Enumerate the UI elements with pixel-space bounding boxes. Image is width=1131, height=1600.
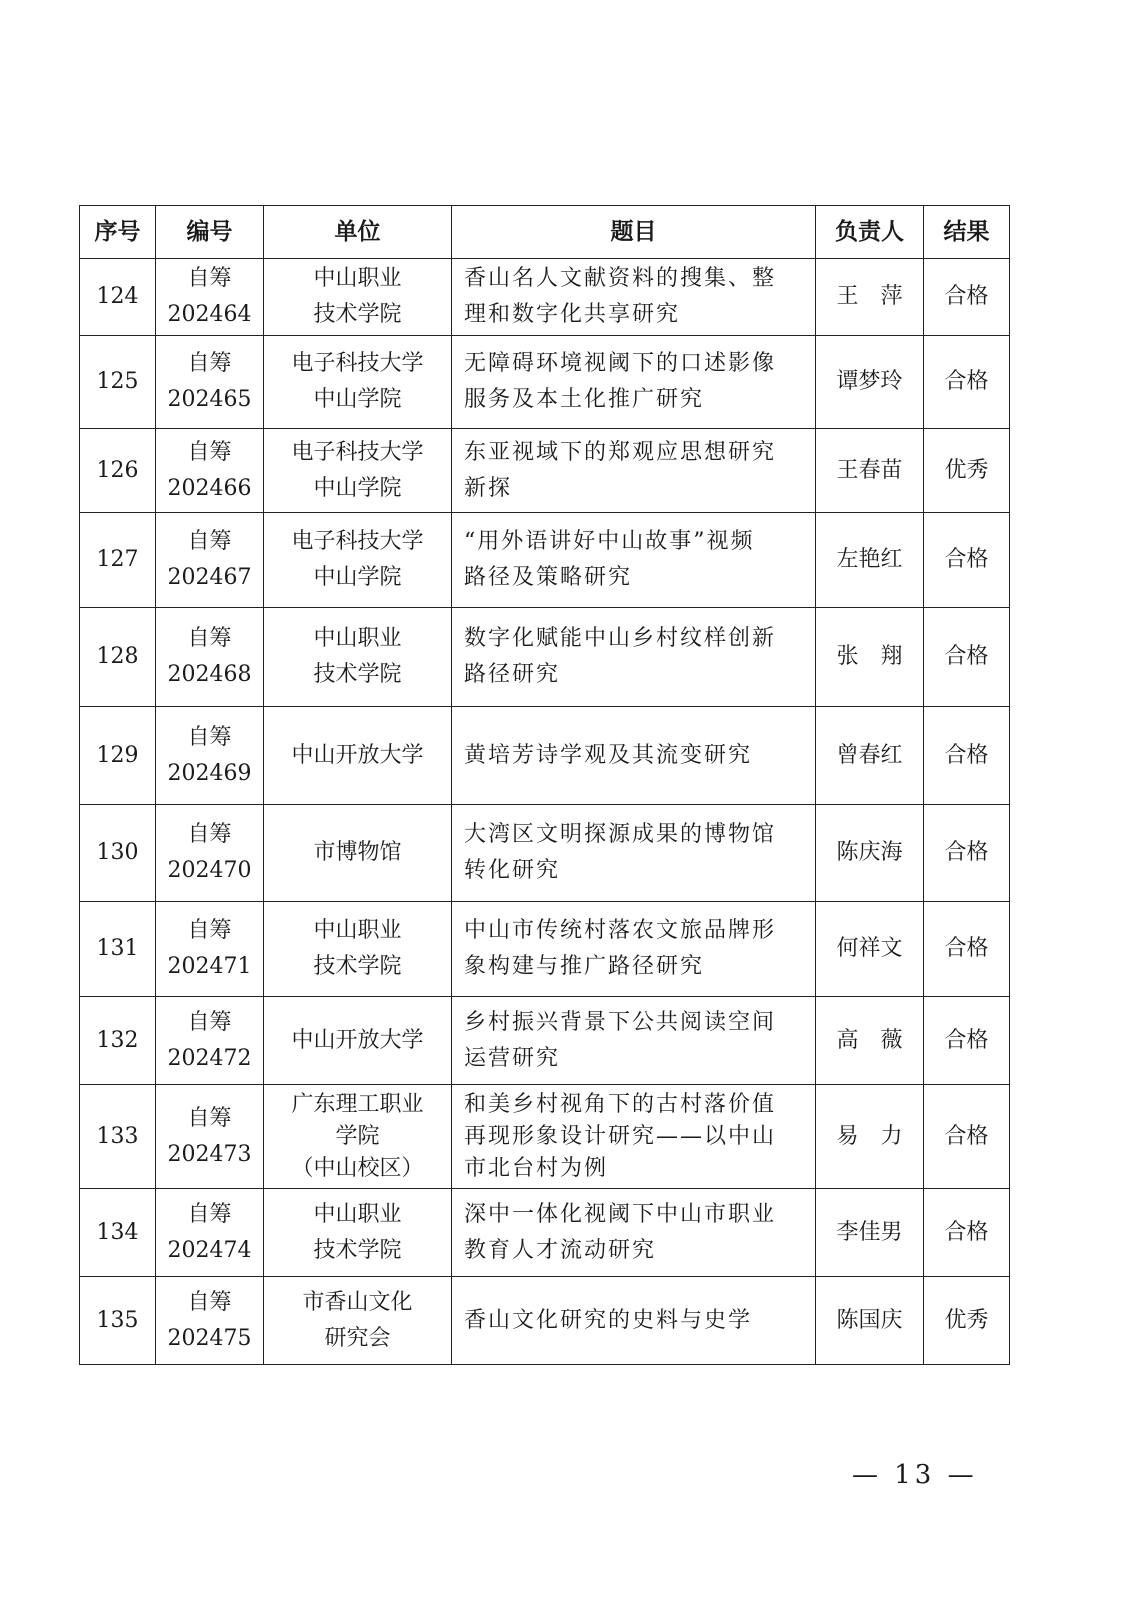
cell-code: 自筹 202469: [156, 707, 264, 805]
cell-seq: 130: [80, 805, 156, 902]
table-row: [80, 1277, 1010, 1365]
cell-title: 无障碍环境视阈下的口述影像 服务及本土化推广研究: [452, 336, 816, 429]
cell-unit: 市博物馆: [264, 805, 452, 902]
cell-leader: 李佳男: [816, 1189, 924, 1277]
results-table: [79, 205, 1010, 1365]
cell-code: 自筹 202464: [156, 259, 264, 336]
cell-title: 香山名人文献资料的搜集、整 理和数字化共享研究: [452, 259, 816, 336]
cell-leader: 王春苗: [816, 429, 924, 513]
cell-code: 自筹 202475: [156, 1277, 264, 1365]
cell-seq: 129: [80, 707, 156, 805]
cell-leader: 王 萍: [816, 259, 924, 336]
cell-title: 中山市传统村落农文旅品牌形 象构建与推广路径研究: [452, 902, 816, 997]
cell-leader: 曾春红: [816, 707, 924, 805]
cell-result: 合格: [924, 259, 1010, 336]
cell-title: 深中一体化视阈下中山市职业 教育人才流动研究: [452, 1189, 816, 1277]
cell-unit: 市香山文化 研究会: [264, 1277, 452, 1365]
cell-code: 自筹 202473: [156, 1085, 264, 1189]
cell-seq: 125: [80, 336, 156, 429]
cell-leader: 左艳红: [816, 513, 924, 608]
cell-result: 优秀: [924, 1277, 1010, 1365]
cell-result: 优秀: [924, 429, 1010, 513]
cell-leader: 谭梦玲: [816, 336, 924, 429]
cell-unit: 电子科技大学 中山学院: [264, 429, 452, 513]
table-row: [80, 707, 1010, 805]
cell-unit: 广东理工职业 学院 （中山校区）: [264, 1085, 452, 1189]
table-row: [80, 1189, 1010, 1277]
cell-leader: 陈庆海: [816, 805, 924, 902]
table-row: [80, 259, 1010, 336]
header-unit: 单位: [264, 206, 452, 259]
cell-result: 合格: [924, 336, 1010, 429]
cell-unit: 中山职业 技术学院: [264, 259, 452, 336]
cell-result: 合格: [924, 1189, 1010, 1277]
cell-title: 数字化赋能中山乡村纹样创新 路径研究: [452, 608, 816, 707]
cell-unit: 电子科技大学 中山学院: [264, 336, 452, 429]
header-seq: 序号: [80, 206, 156, 259]
table-row: [80, 513, 1010, 608]
cell-seq: 128: [80, 608, 156, 707]
table-row: [80, 902, 1010, 997]
cell-code: 自筹 202470: [156, 805, 264, 902]
cell-unit: 电子科技大学 中山学院: [264, 513, 452, 608]
cell-leader: 张 翔: [816, 608, 924, 707]
table-row: [80, 336, 1010, 429]
header-title: 题目: [452, 206, 816, 259]
cell-title: 大湾区文明探源成果的博物馆 转化研究: [452, 805, 816, 902]
cell-leader: 易 力: [816, 1085, 924, 1189]
table-row: [80, 997, 1010, 1085]
cell-unit: 中山职业 技术学院: [264, 902, 452, 997]
cell-seq: 127: [80, 513, 156, 608]
cell-code: 自筹 202466: [156, 429, 264, 513]
cell-seq: 134: [80, 1189, 156, 1277]
cell-result: 合格: [924, 513, 1010, 608]
cell-title: 东亚视域下的郑观应思想研究 新探: [452, 429, 816, 513]
cell-result: 合格: [924, 997, 1010, 1085]
cell-code: 自筹 202467: [156, 513, 264, 608]
cell-leader: 高 薇: [816, 997, 924, 1085]
cell-unit: 中山职业 技术学院: [264, 1189, 452, 1277]
cell-title: 黄培芳诗学观及其流变研究: [452, 707, 816, 805]
cell-seq: 132: [80, 997, 156, 1085]
cell-code: 自筹 202468: [156, 608, 264, 707]
header-code: 编号: [156, 206, 264, 259]
cell-leader: 何祥文: [816, 902, 924, 997]
cell-result: 合格: [924, 1085, 1010, 1189]
table-row: [80, 805, 1010, 902]
table-row: [80, 608, 1010, 707]
cell-code: 自筹 202471: [156, 902, 264, 997]
cell-result: 合格: [924, 608, 1010, 707]
cell-unit: 中山职业 技术学院: [264, 608, 452, 707]
table-row: [80, 1085, 1010, 1189]
cell-code: 自筹 202474: [156, 1189, 264, 1277]
header-leader: 负责人: [816, 206, 924, 259]
cell-leader: 陈国庆: [816, 1277, 924, 1365]
cell-title: 香山文化研究的史料与史学: [452, 1277, 816, 1365]
cell-result: 合格: [924, 707, 1010, 805]
page-number: — 13 —: [852, 1460, 978, 1490]
cell-result: 合格: [924, 902, 1010, 997]
cell-seq: 133: [80, 1085, 156, 1189]
cell-unit: 中山开放大学: [264, 997, 452, 1085]
cell-code: 自筹 202465: [156, 336, 264, 429]
cell-seq: 135: [80, 1277, 156, 1365]
table-row: [80, 429, 1010, 513]
cell-seq: 124: [80, 259, 156, 336]
cell-title: 和美乡村视角下的古村落价值 再现形象设计研究——以中山 市北台村为例: [452, 1085, 816, 1189]
cell-title: 乡村振兴背景下公共阅读空间 运营研究: [452, 997, 816, 1085]
cell-seq: 131: [80, 902, 156, 997]
cell-result: 合格: [924, 805, 1010, 902]
cell-unit: 中山开放大学: [264, 707, 452, 805]
table-header-row: [80, 206, 1010, 259]
header-result: 结果: [924, 206, 1010, 259]
cell-seq: 126: [80, 429, 156, 513]
cell-code: 自筹 202472: [156, 997, 264, 1085]
cell-title: “用外语讲好中山故事”视频 路径及策略研究: [452, 513, 816, 608]
